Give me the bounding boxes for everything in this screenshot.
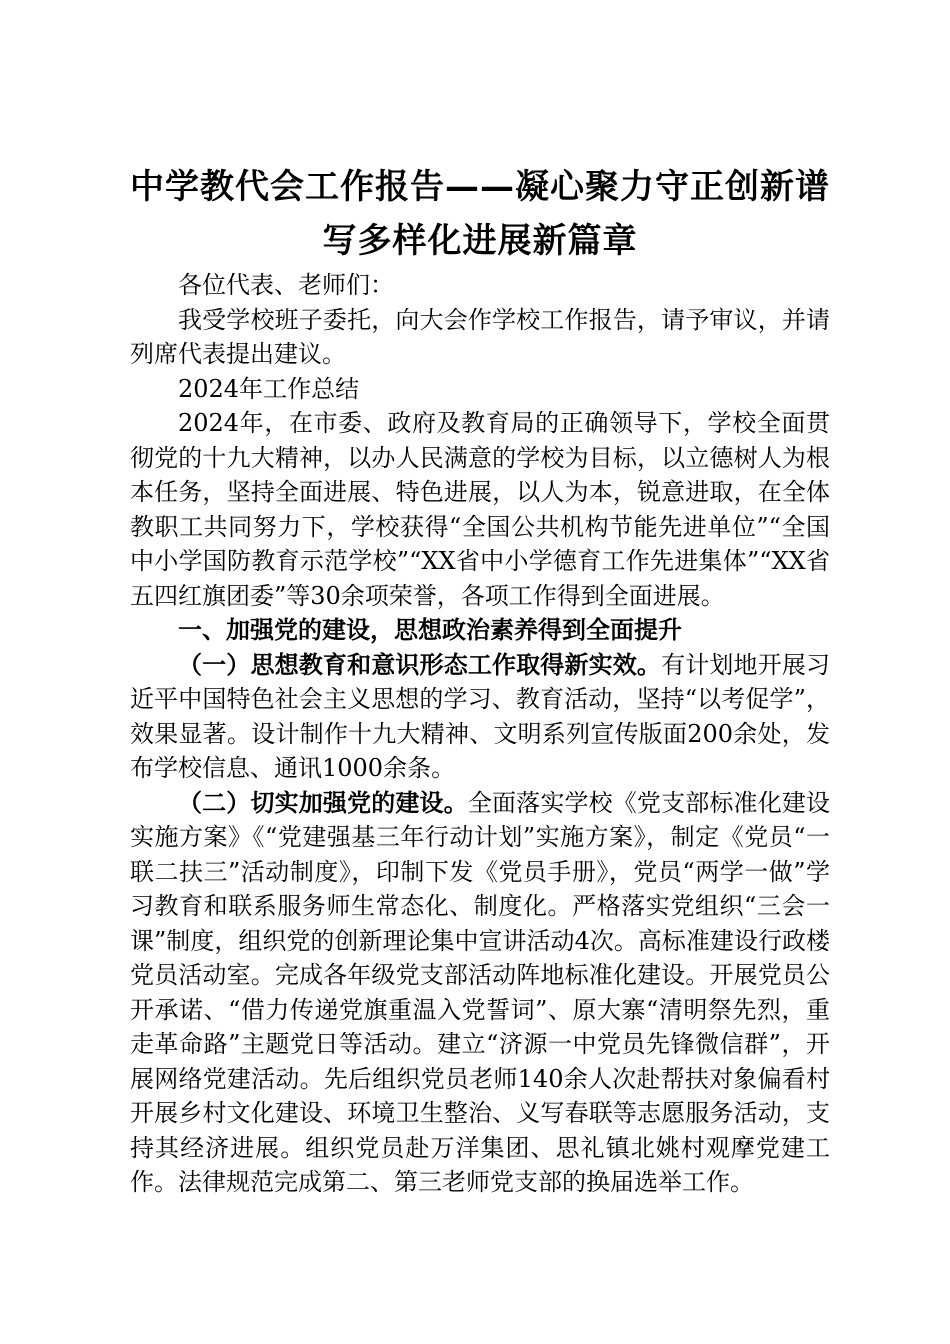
title-line-1: 中学教代会工作报告——凝心聚力守正创新谱 (130, 167, 830, 207)
subsection-2-lead: （二）切实加强党的建设。 (178, 788, 468, 817)
subsection-2-text: 全面落实学校《党支部标准化建设实施方案》《“党建强基三年行动计划”实施方案》，制定《党员“一联二扶三”活动制度》，印制下发《党员手册》，党员“两学一做”学习教育和联系服务师生常态化、制度化。严格落实党组织“三会一课”制度，组织党的创新理论集中宣讲活动4次。高标准建设行政楼党员活动室。完成各年级党支部活动阵地标准化建设。开展党员公开承诺、“借力传递党旗重温入党誓词”、原大寨“清明祭先烈，重走革命路”主题党日等活动。建立“济源一中党员先锋微信群”，开展网络党建活动。先后组织党员老师140余人次赴帮扶对象偏看村开展乡村文化建设、环境卫生整治、义写春联等志愿服务活动，支持其经济进展。组织党员赴万洋集团、思礼镇北姚村观摩党建工作。法律规范完成第二、第三老师党支部的换届选举工作。 (130, 788, 831, 1196)
summary-paragraph: 2024年，在市委、政府及教育局的正确领导下，学校全面贯彻党的十九大精神，以办人民满意的学校为目标，以立德树人为根本任务，坚持全面进展、特色进展，以人为本，锐意进取，在全体教职工共同努力下，学校获得“全国公共机构节能先进单位”“全国中小学国防教育示范学校”“XX省中小学德育工作先进集体”“XX省五四红旗团委”等30余项荣誉，各项工作得到全面进展。 (130, 409, 830, 610)
subsection-1 (130, 648, 830, 786)
document-page (130, 160, 830, 1200)
salutation: 各位代表、老师们： (178, 271, 394, 299)
title-line-2: 写多样化进展新篇章 (322, 221, 638, 261)
heading-1: 一、加强党的建设，思想政治素养得到全面提升 (178, 616, 682, 644)
subsection-1-text: 有计划地开展习近平中国特色社会主义思想的学习、教育活动，坚持“以考促学”，效果显著。设计制作十九大精神、文明系列宣传版面200余处，发布学校信息、通讯1000余条。 (130, 650, 831, 782)
document-title (130, 160, 830, 268)
subsection-2 (130, 786, 830, 1200)
intro-paragraph: 我受学校班子委托，向大会作学校工作报告，请予审议，并请列席代表提出建议。 (130, 305, 830, 368)
subsection-1-lead: （一）思想教育和意识形态工作取得新实效。 (178, 650, 662, 679)
section-label: 2024年工作总结 (178, 374, 360, 403)
